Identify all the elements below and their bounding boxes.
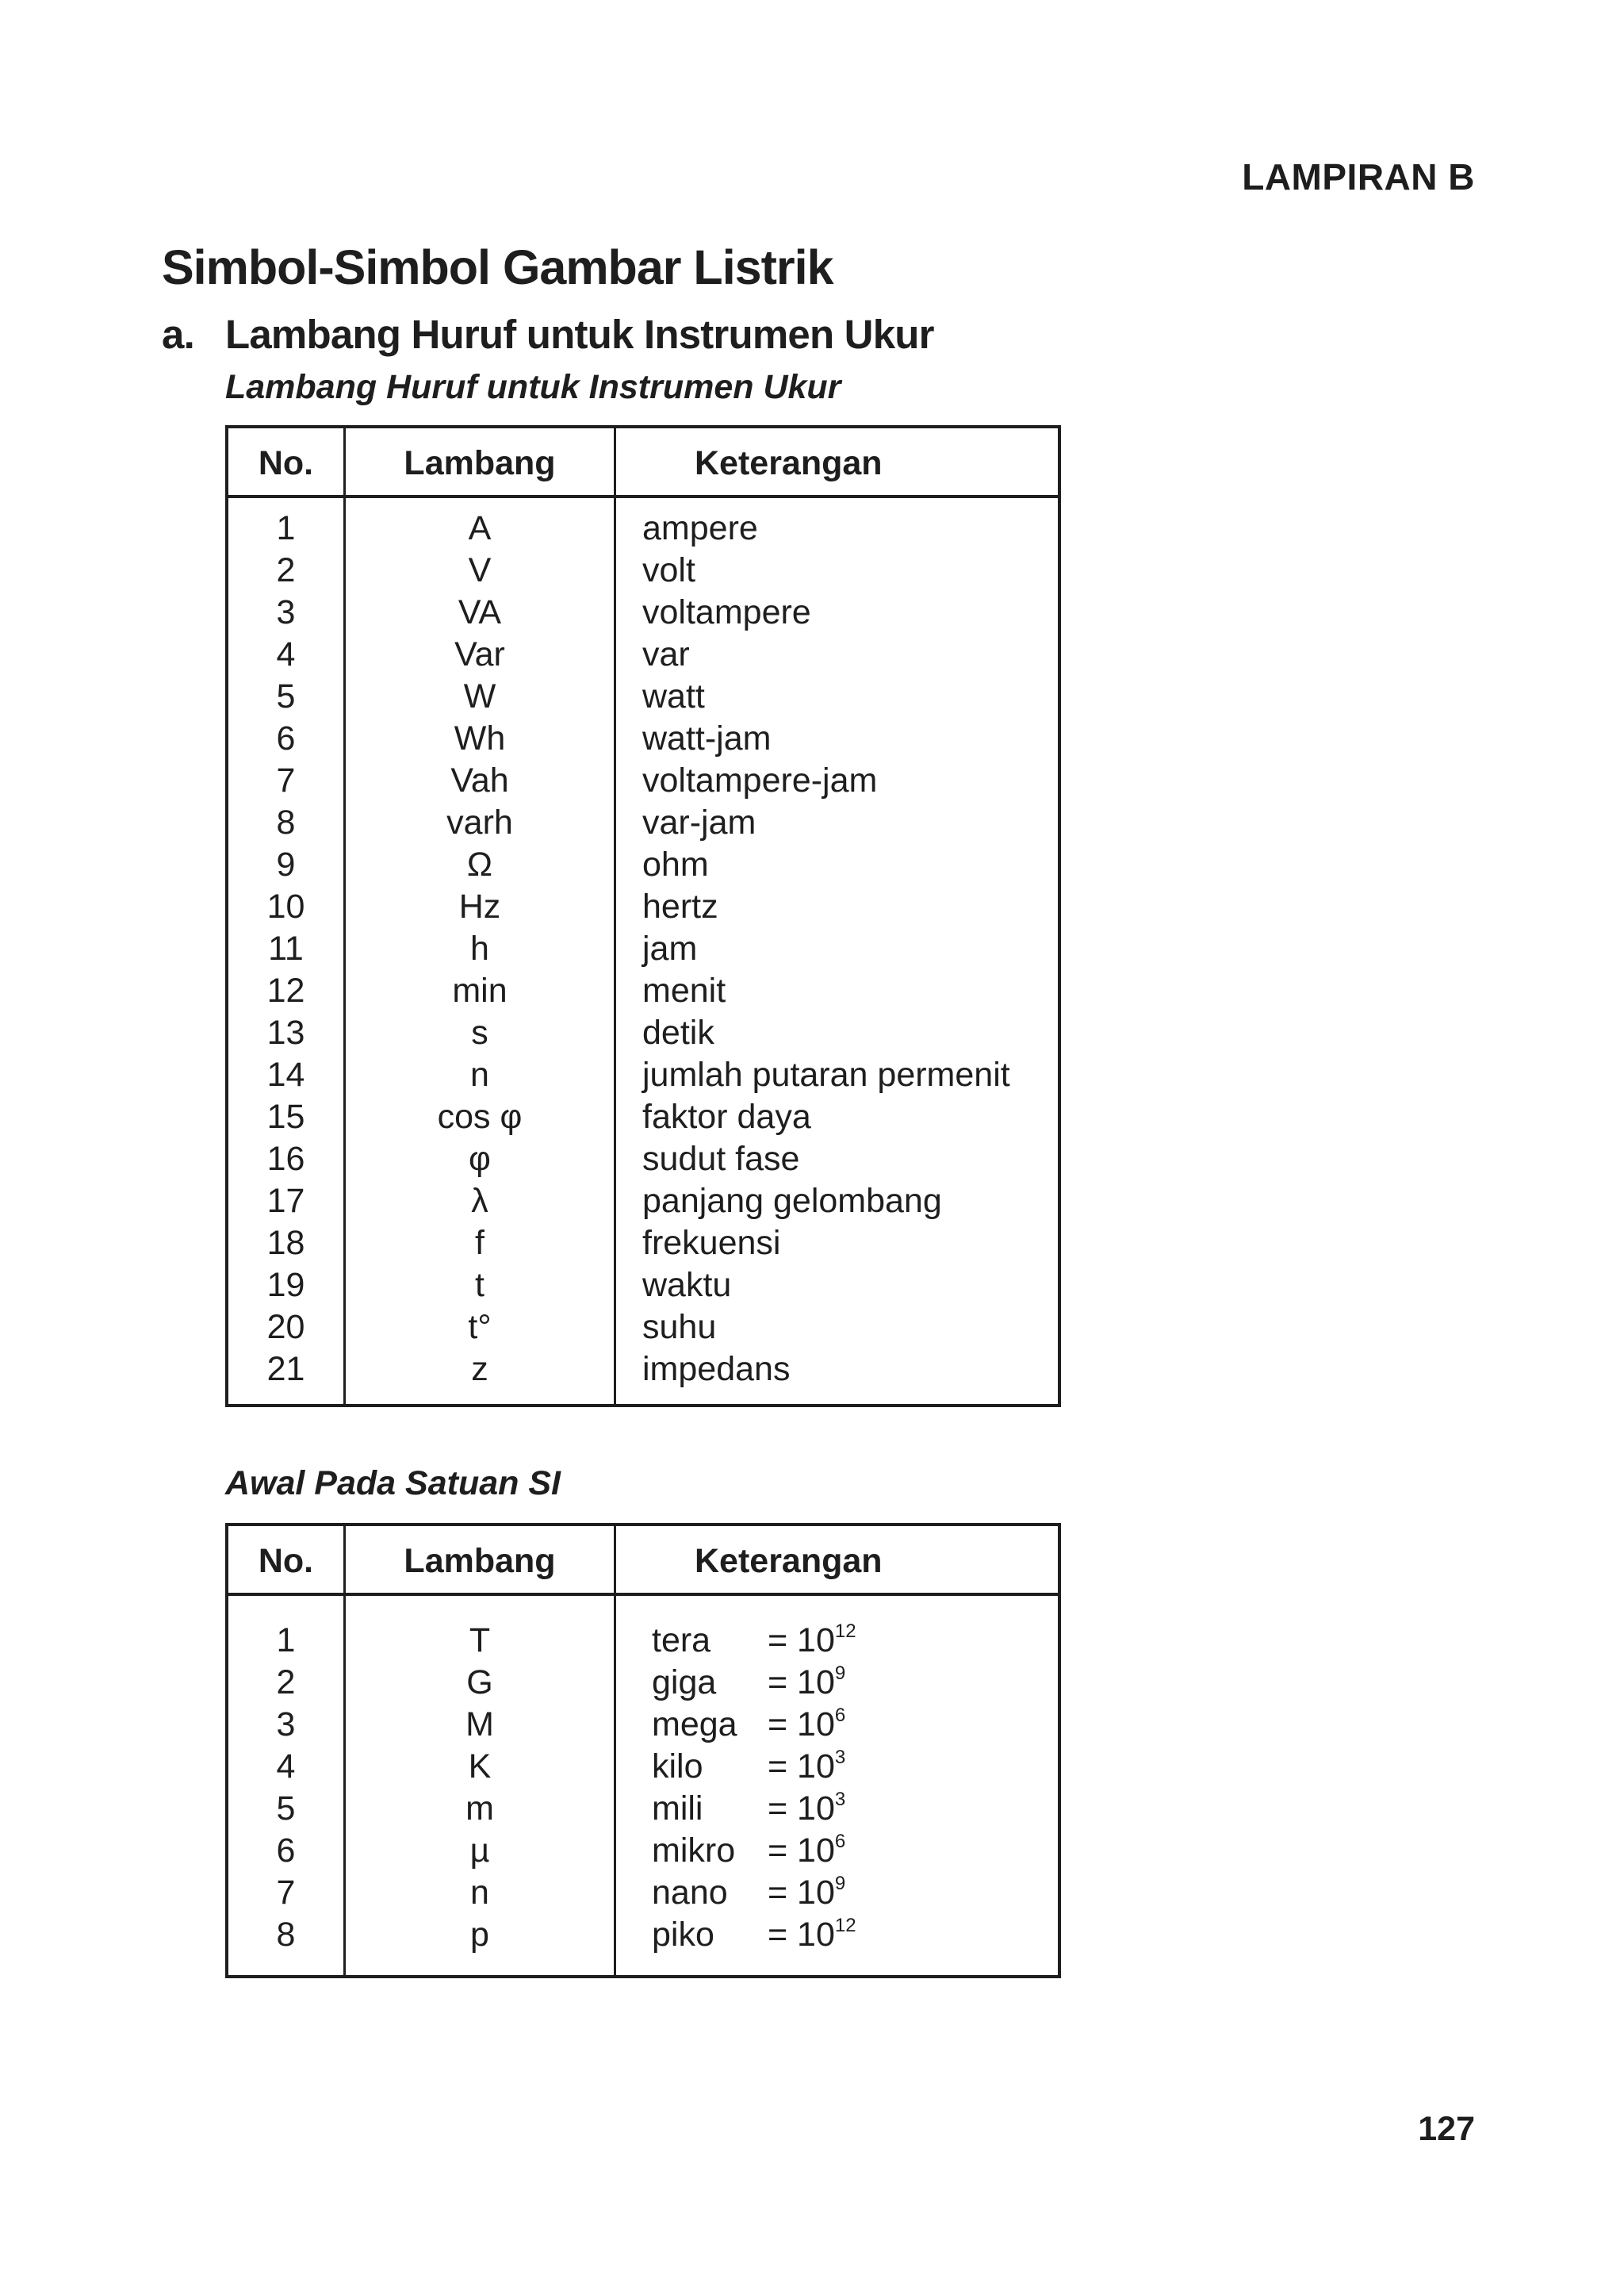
table-row [228, 1788, 1058, 1830]
row-description: waktu [642, 1266, 732, 1304]
row-symbol: p [470, 1916, 489, 1954]
table-row [228, 718, 1058, 760]
table-row [228, 1914, 1058, 1956]
prefix-name: tera [652, 1621, 711, 1659]
row-symbol: t [475, 1266, 485, 1304]
row-symbol: n [470, 1874, 489, 1912]
row-number: 8 [276, 1916, 296, 1954]
row-number: 2 [276, 551, 296, 589]
row-description: volt [642, 551, 695, 589]
row-number: 15 [266, 1098, 305, 1136]
row-symbol: h [470, 930, 489, 968]
appendix-label: LAMPIRAN B [1242, 156, 1475, 198]
prefix-value [768, 1662, 845, 1704]
row-number: 19 [266, 1266, 305, 1304]
prefix-value [768, 1872, 845, 1914]
table-row [228, 928, 1058, 970]
row-number: 7 [276, 1874, 296, 1912]
row-number: 6 [276, 719, 296, 758]
prefix-exponent: 3 [834, 1789, 846, 1810]
row-number: 6 [276, 1831, 296, 1870]
row-symbol: m [465, 1789, 494, 1828]
row-description: impedans [642, 1350, 791, 1388]
table-row [228, 1704, 1058, 1746]
table-row [228, 634, 1058, 676]
row-symbol: λ [471, 1182, 488, 1220]
row-number: 4 [276, 635, 296, 673]
row-description: var [642, 635, 690, 673]
header-description: Keterangan [695, 444, 883, 482]
row-symbol: Hz [458, 888, 501, 926]
row-description: jam [642, 930, 698, 968]
table-row [228, 1662, 1058, 1704]
row-description: frekuensi [642, 1224, 781, 1262]
table-row [228, 592, 1058, 634]
row-symbol: µ [469, 1831, 490, 1870]
table-row [228, 1264, 1058, 1306]
row-symbol: Var [454, 635, 505, 673]
row-symbol: n [470, 1056, 489, 1094]
table-row [228, 844, 1058, 886]
prefix-base: = 10 [768, 1874, 835, 1912]
table-row [228, 1348, 1058, 1390]
table-row [228, 760, 1058, 802]
table-row [228, 1054, 1058, 1096]
row-number: 11 [268, 930, 304, 968]
table-body [228, 508, 1058, 1390]
row-symbol: T [469, 1621, 491, 1659]
row-description: menit [642, 972, 726, 1010]
table-row [228, 1096, 1058, 1138]
prefix-exponent: 9 [834, 1873, 846, 1894]
row-number: 9 [276, 846, 296, 884]
table-row [228, 1222, 1058, 1264]
row-number: 4 [276, 1747, 296, 1785]
table-row [228, 1830, 1058, 1872]
prefix-base: = 10 [768, 1705, 835, 1743]
row-symbol: Wh [454, 719, 506, 758]
row-symbol: A [468, 509, 492, 547]
row-number: 7 [276, 761, 296, 800]
prefix-value [768, 1830, 845, 1872]
table-row [228, 1620, 1058, 1662]
si-prefix-table [225, 1523, 1061, 1978]
row-description: var-jam [642, 804, 756, 842]
prefix-exponent: 3 [834, 1747, 846, 1768]
table-row [228, 970, 1058, 1012]
header-symbol: Lambang [404, 1542, 556, 1580]
table-row [228, 802, 1058, 844]
row-symbol: z [471, 1350, 488, 1388]
prefix-exponent: 6 [834, 1831, 846, 1852]
row-symbol: VA [458, 593, 502, 631]
prefix-name: mili [652, 1789, 703, 1828]
row-number: 16 [266, 1140, 305, 1178]
prefix-base: = 10 [768, 1789, 835, 1828]
row-symbol: K [468, 1747, 492, 1785]
row-symbol: φ [469, 1140, 491, 1178]
row-number: 10 [266, 888, 305, 926]
row-number: 5 [276, 1789, 296, 1828]
prefix-name: giga [652, 1663, 717, 1701]
row-symbol: G [466, 1663, 493, 1701]
row-description: suhu [642, 1308, 717, 1346]
row-description: watt [642, 677, 705, 715]
row-number: 3 [276, 1705, 296, 1743]
table-row [228, 886, 1058, 928]
prefix-exponent: 6 [834, 1705, 846, 1726]
page-title: Simbol-Simbol Gambar Listrik [162, 240, 833, 294]
row-symbol: min [452, 972, 508, 1010]
row-symbol: f [475, 1224, 485, 1262]
row-number: 14 [266, 1056, 305, 1094]
table-header [228, 428, 1058, 498]
row-description: hertz [642, 888, 718, 926]
prefix-base: = 10 [768, 1916, 835, 1954]
header-description: Keterangan [695, 1542, 883, 1580]
row-number: 12 [266, 972, 305, 1010]
row-number: 20 [266, 1308, 305, 1346]
row-symbol: Ω [466, 846, 493, 884]
prefix-exponent: 9 [834, 1663, 846, 1684]
prefix-value [768, 1788, 845, 1830]
table-body [228, 1620, 1058, 1956]
row-symbol: t° [468, 1308, 492, 1346]
prefix-value [768, 1746, 845, 1788]
prefix-name: kilo [652, 1747, 703, 1785]
row-description: voltampere [642, 593, 811, 631]
section-title: Lambang Huruf untuk Instrumen Ukur [225, 312, 934, 357]
row-description: voltampere-jam [642, 761, 878, 800]
table-row [228, 1746, 1058, 1788]
row-description: jumlah putaran permenit [642, 1056, 1010, 1094]
table2-caption: Awal Pada Satuan SI [225, 1464, 561, 1502]
header-no: No. [258, 1542, 314, 1580]
prefix-value [768, 1620, 856, 1662]
row-number: 17 [266, 1182, 305, 1220]
table-row [228, 1180, 1058, 1222]
prefix-name: mikro [652, 1831, 736, 1870]
header-no: No. [258, 444, 314, 482]
prefix-name: piko [652, 1916, 714, 1954]
prefix-exponent: 12 [834, 1621, 856, 1642]
row-number: 3 [276, 593, 296, 631]
row-description: sudut fase [642, 1140, 800, 1178]
row-symbol: V [468, 551, 492, 589]
table-row [228, 1306, 1058, 1348]
prefix-base: = 10 [768, 1663, 835, 1701]
row-number: 18 [266, 1224, 305, 1262]
prefix-name: nano [652, 1874, 728, 1912]
prefix-exponent: 12 [834, 1915, 856, 1936]
header-symbol: Lambang [404, 444, 556, 482]
row-number: 1 [276, 1621, 296, 1659]
row-description: ohm [642, 846, 709, 884]
row-description: detik [642, 1014, 714, 1052]
prefix-name: mega [652, 1705, 737, 1743]
page-number: 127 [1418, 2110, 1475, 2148]
row-number: 5 [276, 677, 296, 715]
row-description: watt-jam [642, 719, 772, 758]
table-row [228, 676, 1058, 718]
row-number: 2 [276, 1663, 296, 1701]
row-symbol: varh [446, 804, 513, 842]
table-row [228, 1012, 1058, 1054]
row-symbol: s [471, 1014, 488, 1052]
prefix-base: = 10 [768, 1621, 835, 1659]
row-symbol: Vah [450, 761, 509, 800]
prefix-value [768, 1914, 856, 1956]
row-symbol: M [465, 1705, 494, 1743]
prefix-base: = 10 [768, 1747, 835, 1785]
row-symbol: W [463, 677, 496, 715]
symbols-table [225, 425, 1061, 1407]
prefix-value [768, 1704, 845, 1746]
table-row [228, 550, 1058, 592]
table1-caption: Lambang Huruf untuk Instrumen Ukur [225, 368, 841, 406]
row-description: faktor daya [642, 1098, 811, 1136]
row-number: 8 [276, 804, 296, 842]
row-description: ampere [642, 509, 758, 547]
row-number: 13 [266, 1014, 305, 1052]
section-heading [162, 311, 934, 358]
prefix-base: = 10 [768, 1831, 835, 1870]
table-row [228, 1872, 1058, 1914]
section-letter: a. [162, 312, 194, 357]
row-number: 21 [266, 1350, 305, 1388]
row-description: panjang gelombang [642, 1182, 942, 1220]
row-number: 1 [276, 509, 296, 547]
row-symbol: cos φ [437, 1098, 523, 1136]
table-header [228, 1526, 1058, 1596]
table-row [228, 508, 1058, 550]
table-row [228, 1138, 1058, 1180]
